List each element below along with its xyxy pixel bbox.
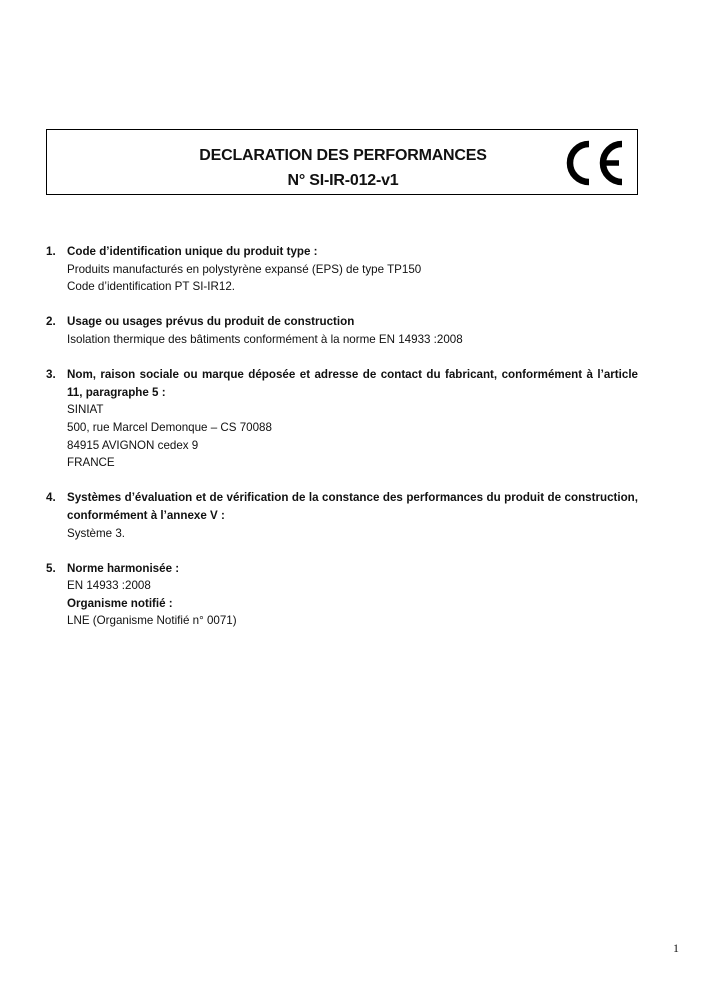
section-line: Code d’identification PT SI-IR12. — [67, 280, 235, 294]
section-line: Isolation thermique des bâtiments conformément à la norme EN 14933 :2008 — [67, 332, 463, 346]
section-line: LNE (Organisme Notifié n° 0071) — [67, 614, 237, 628]
section-number: 3. — [46, 368, 56, 382]
section-heading: Nom, raison sociale ou marque déposée et adresse de contact du fabricant, conformément à l’article 11, paragraphe 5 : — [67, 368, 638, 399]
section-line: EN 14933 :2008 — [67, 579, 151, 593]
section-line: SINIAT — [67, 403, 104, 417]
section-heading: Code d’identification unique du produit type : — [67, 245, 318, 258]
section-5 — [46, 560, 638, 630]
section-heading: Systèmes d’évaluation et de vérification de la constance des performances du produit de construction, conformément à l’annexe V : — [67, 491, 638, 522]
section-line: Système 3. — [67, 526, 125, 540]
section-number: 4. — [46, 491, 56, 505]
section-2 — [46, 313, 638, 348]
document-title: DECLARATION DES PERFORMANCES — [199, 147, 487, 164]
section-3 — [46, 366, 638, 472]
section-line: 84915 AVIGNON cedex 9 — [67, 438, 199, 452]
section-heading: Norme harmonisée : — [67, 561, 180, 575]
page-number: 1 — [673, 941, 679, 955]
section-1 — [46, 243, 638, 296]
section-number: 5. — [46, 561, 56, 575]
section-number: 2. — [46, 315, 56, 329]
section-line: 500, rue Marcel Demonque – CS 70088 — [67, 420, 272, 434]
section-sub-heading: Organisme notifié : — [67, 596, 173, 610]
header-box — [46, 129, 638, 195]
section-number: 1. — [46, 245, 56, 258]
section-4 — [46, 489, 638, 542]
section-line: FRANCE — [67, 456, 115, 470]
document-number: N° SI-IR-012-v1 — [287, 172, 399, 189]
section-line: Produits manufacturés en polystyrène expansé (EPS) de type TP150 — [67, 262, 422, 276]
ce-mark-logo — [561, 138, 627, 188]
section-heading: Usage ou usages prévus du produit de construction — [67, 315, 355, 329]
sections-list — [46, 243, 638, 648]
